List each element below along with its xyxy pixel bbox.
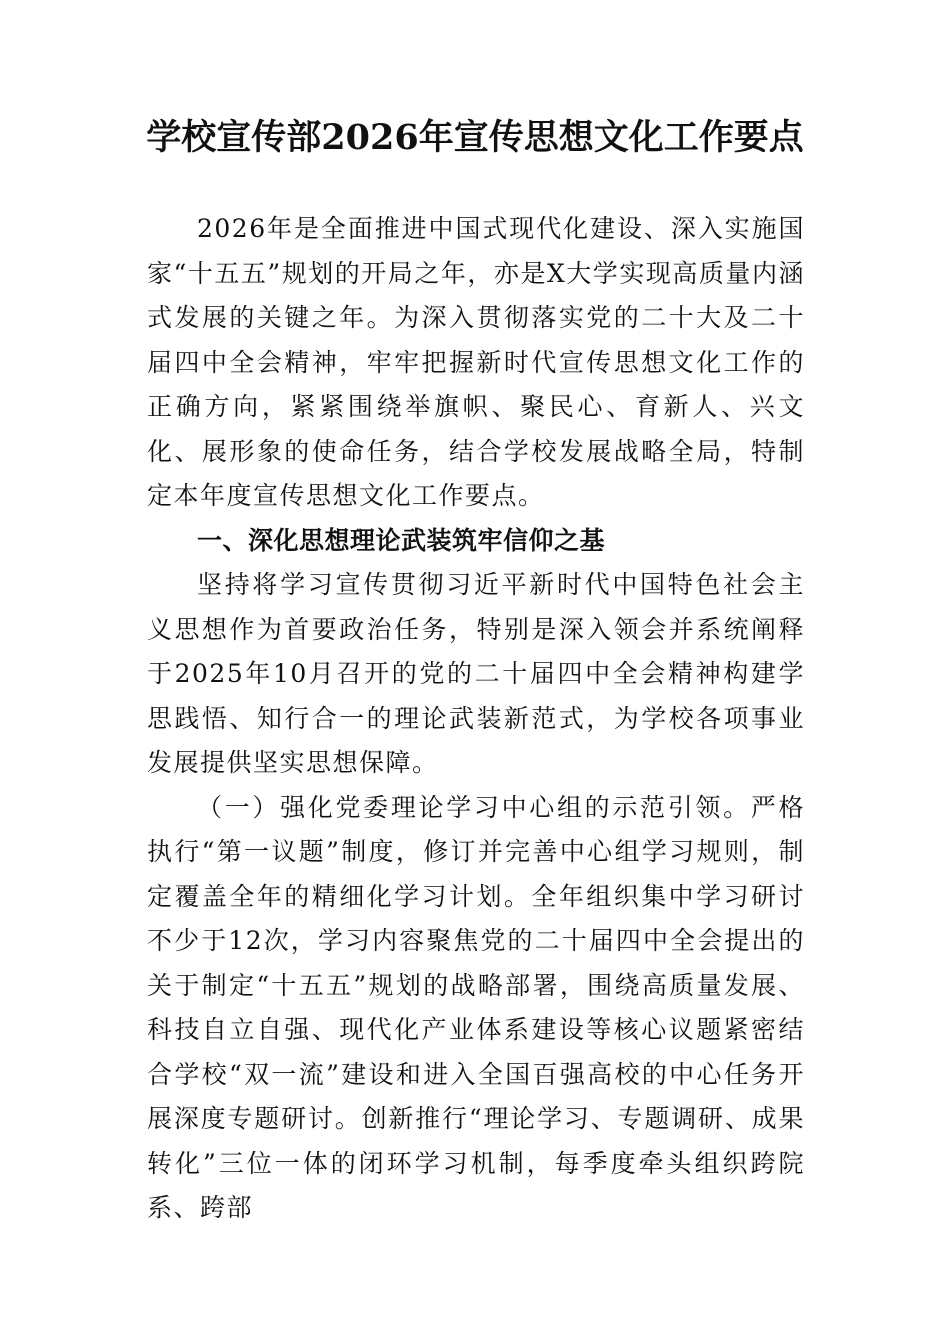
item-text: 严格执行“第一议题”制度，修订并完善中心组学习规则，制定覆盖全年的精细化学习计划。全年组织集中学习研讨不少于12次，学习内容聚焦党的二十届四中全会提出的关于制定“十五五”规划的战略部署，围绕高质量发展、科技自立自强、现代化产业体系建设等核心议题紧密结合学校“双一流”建设和进入全国百强高校的中心任务开展深度专题研讨。创新推行“理论学习、专题调研、成果转化”三位一体的闭环学习机制，每季度牵头组织跨院系、跨部: [147, 792, 805, 1222]
document-body: [147, 207, 805, 1231]
section-heading: 一、深化思想理论武装筑牢信仰之基: [197, 525, 606, 555]
item-lead: （一）强化党委理论学习中心组的示范引领。: [197, 792, 751, 822]
document-title: 学校宣传部2026年宣传思想文化工作要点: [146, 117, 804, 158]
section-paragraph: 坚持将学习宣传贯彻习近平新时代中国特色社会主义思想作为首要政治任务，特别是深入领会并系统阐释于2025年10月召开的党的二十届四中全会精神构建学思践悟、知行合一的理论武装新范式，为学校各项事业发展提供坚实思想保障。: [147, 570, 805, 777]
intro-paragraph: 2026年是全面推进中国式现代化建设、深入实施国家“十五五”规划的开局之年，亦是X大学实现高质量内涵式发展的关键之年。为深入贯彻落实党的二十大及二十届四中全会精神，牢牢把握新时代宣传思想文化工作的正确方向，紧紧围绕举旗帜、聚民心、育新人、兴文化、展形象的使命任务，结合学校发展战略全局，特制定本年度宣传思想文化工作要点。: [147, 214, 805, 510]
item-paragraph: [147, 786, 805, 1231]
